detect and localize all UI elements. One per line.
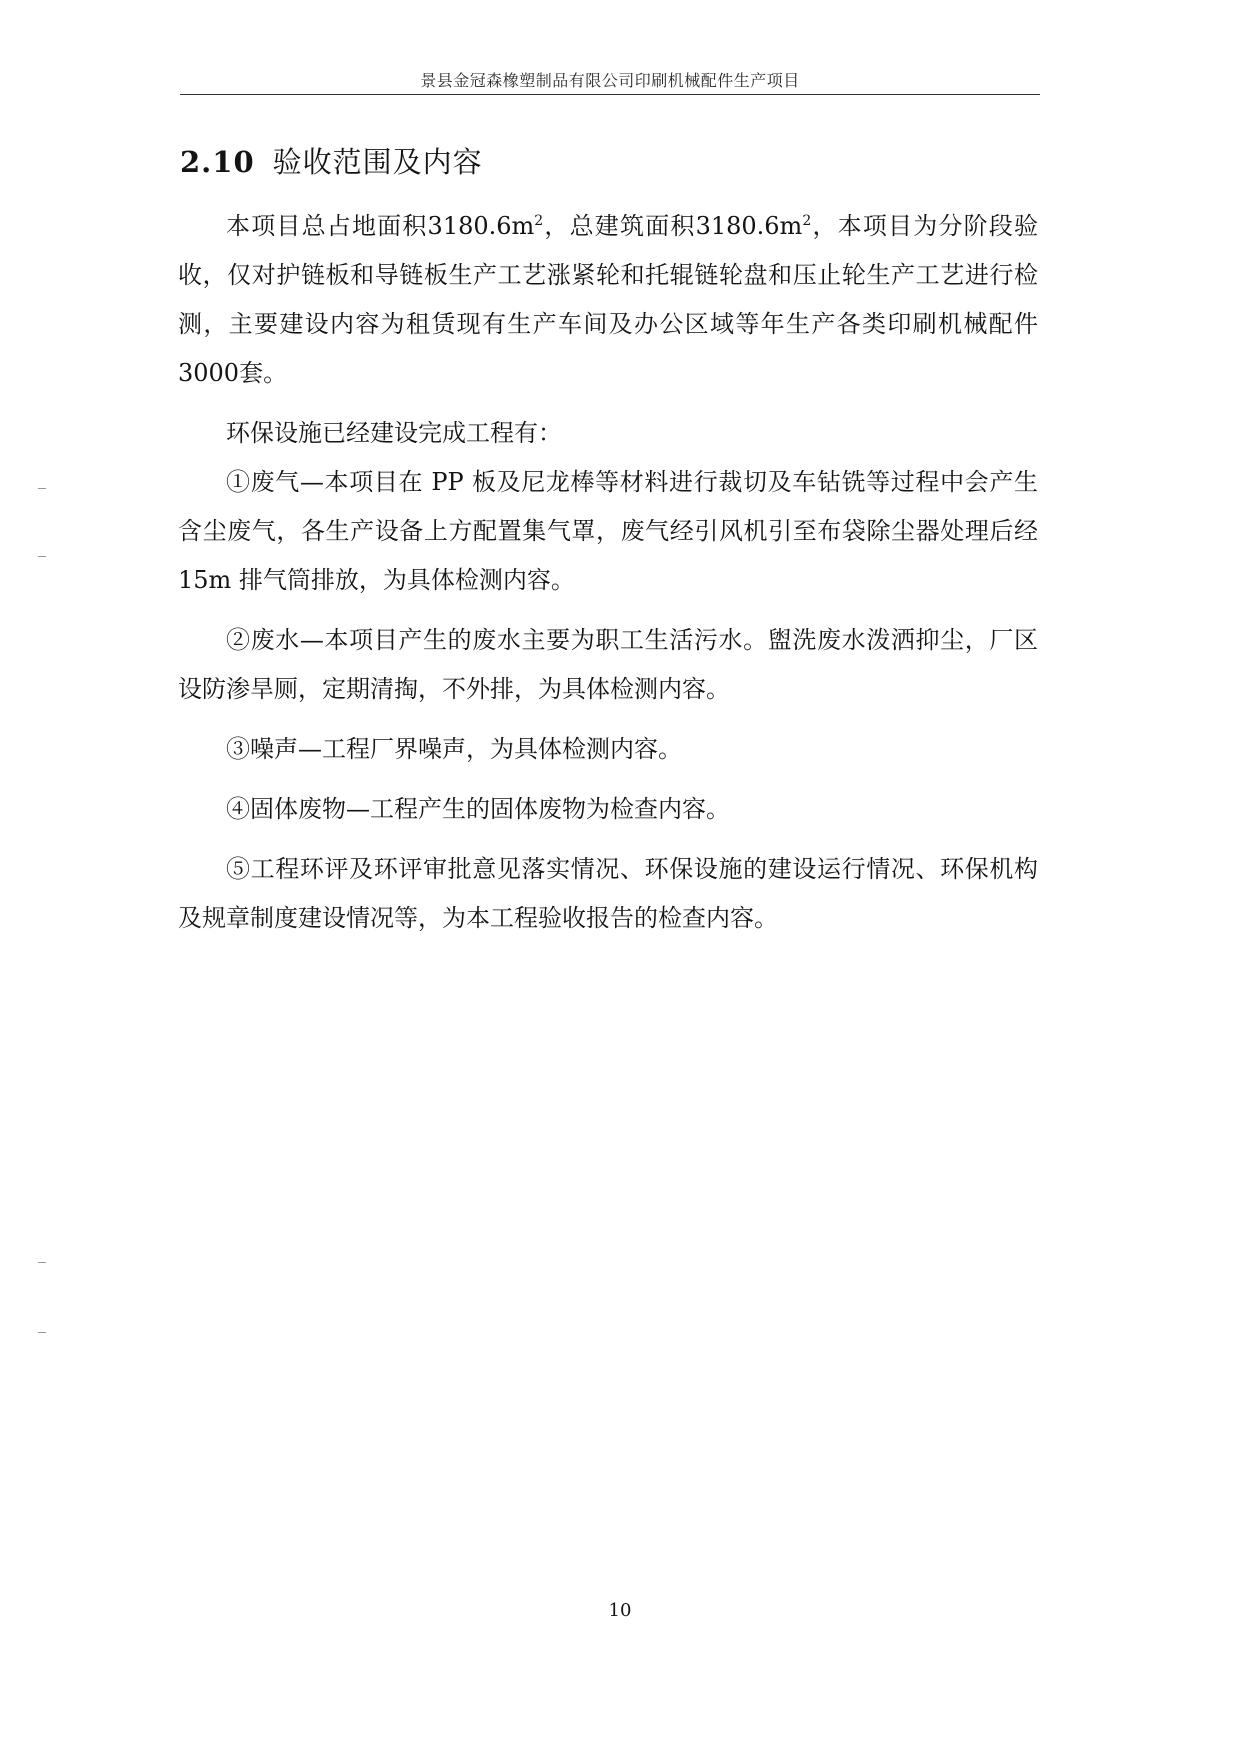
scan-mark — [38, 1262, 46, 1263]
header-rule — [180, 94, 1040, 95]
scan-mark — [38, 1332, 46, 1333]
scan-mark — [38, 556, 46, 557]
page-header-title: 景县金冠森橡塑制品有限公司印刷机械配件生产项目 — [420, 71, 800, 90]
section-title: 验收范围及内容 — [272, 145, 483, 179]
intro-text-a: 本项目总占地面积3180.6m — [226, 212, 535, 240]
body-text — [178, 202, 1038, 943]
superscript-2-a: 2 — [534, 213, 544, 229]
intro-paragraph — [178, 202, 1038, 398]
item-exhaust-gas: ①废气—本项目在 PP 板及尼龙棒等材料进行裁切及车钻铣等过程中会产生含尘废气，各生产设备上方配置集气罩，废气经引风机引至布袋除尘器处理后经 15m 排气筒排放，为具体检测内容。 — [178, 468, 1038, 594]
item-noise: ③噪声—工程厂界噪声，为具体检测内容。 — [226, 735, 682, 763]
item-inspection: ⑤工程环评及环评审批意见落实情况、环保设施的建设运行情况、环保机构及规章制度建设情况等，为本工程验收报告的检查内容。 — [178, 855, 1038, 932]
superscript-2-b: 2 — [802, 213, 812, 229]
item-wastewater: ②废水—本项目产生的废水主要为职工生活污水。盥洗废水泼洒抑尘，厂区设防渗旱厕，定期清掏，不外排，为具体检测内容。 — [178, 626, 1038, 703]
page-number: 10 — [608, 1600, 632, 1621]
item-solid-waste: ④固体废物—工程产生的固体废物为检查内容。 — [226, 795, 730, 823]
scan-mark — [38, 488, 46, 489]
intro-text-c: ，本项目为分阶段验收，仅对护链板和导链板生产工艺涨紧轮和托辊链轮盘和压止轮生产工艺进行检测，主要建设内容为租赁现有生产车间及办公区域等年生产各类印刷机械配件3000套。 — [178, 212, 1039, 387]
section-heading — [180, 140, 483, 181]
intro-text-b: ，总建筑面积3180.6m — [543, 212, 803, 240]
facilities-heading: 环保设施已经建设完成工程有： — [226, 419, 562, 447]
section-number: 2.10 — [180, 145, 255, 179]
